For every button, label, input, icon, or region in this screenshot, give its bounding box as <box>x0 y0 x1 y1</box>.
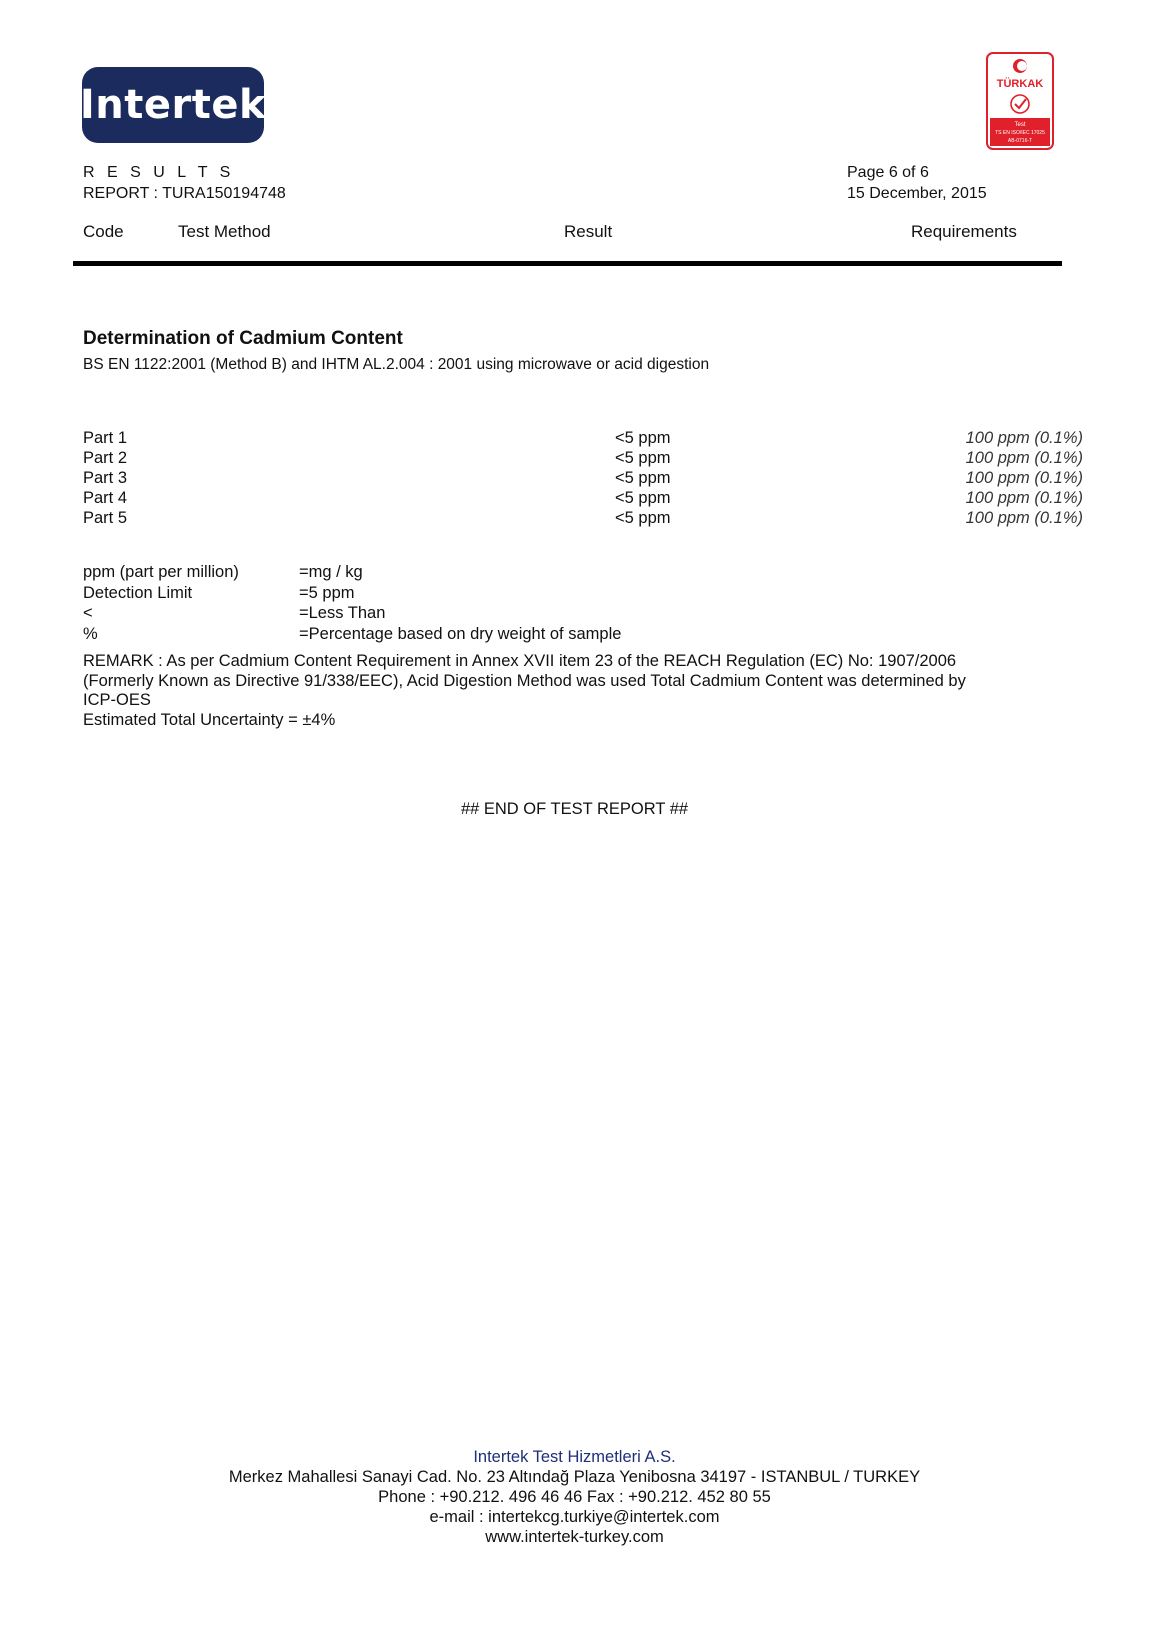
intertek-logo <box>79 67 267 143</box>
column-header-requirements: Requirements <box>911 222 1017 241</box>
turkak-name: TÜRKAK <box>996 78 1044 90</box>
turkak-badge-icon <box>986 52 1054 150</box>
legend-item <box>83 584 883 605</box>
results-label: R E S U L T S <box>83 164 235 181</box>
logo-text: Intertek <box>79 82 267 128</box>
part-label: Part 3 <box>83 469 128 487</box>
part-label: Part 2 <box>83 449 128 467</box>
result-value: <5 ppm <box>615 429 671 447</box>
remark-line: ICP-OES <box>83 691 151 709</box>
part-label: Part 1 <box>83 429 128 447</box>
footer-company: Intertek Test Hizmetleri A.S. <box>473 1448 676 1466</box>
test-method-description: BS EN 1122:2001 (Method B) and IHTM AL.2.004 : 2001 using microwave or acid digestion <box>83 356 710 373</box>
legend-term: % <box>83 624 98 643</box>
table-row <box>83 449 1083 469</box>
result-value: <5 ppm <box>615 449 671 467</box>
header-divider <box>73 261 1062 266</box>
part-label: Part 5 <box>83 509 128 527</box>
legend-definition: =Less Than <box>299 604 386 622</box>
column-header-code: Code <box>83 222 124 241</box>
table-row <box>83 429 1083 449</box>
footer-address: Merkez Mahallesi Sanayi Cad. No. 23 Altındağ Plaza Yenibosna 34197 - ISTANBUL / TURKEY <box>228 1468 921 1486</box>
table-row <box>83 509 1083 529</box>
footer-email: e-mail : intertekcg.turkiye@intertek.com <box>429 1508 720 1526</box>
column-header-test-method: Test Method <box>178 222 271 241</box>
requirement-value: 100 ppm (0.1%) <box>965 469 1083 487</box>
legend-term: < <box>83 604 93 622</box>
section-title: Determination of Cadmium Content <box>83 328 403 349</box>
requirement-value: 100 ppm (0.1%) <box>965 429 1083 447</box>
legend-item <box>83 625 883 646</box>
result-value: <5 ppm <box>615 489 671 507</box>
page-number: Page 6 of 6 <box>847 164 929 181</box>
footer <box>0 1447 1149 1547</box>
turkak-line3: AB-0716-T <box>1007 138 1033 144</box>
column-header-result: Result <box>564 222 613 241</box>
end-of-report: ## END OF TEST REPORT ## <box>460 800 689 818</box>
report-date: 15 December, 2015 <box>847 185 987 202</box>
abbreviation-legend <box>83 563 883 645</box>
footer-website: www.intertek-turkey.com <box>485 1528 664 1546</box>
remark-line: REMARK : As per Cadmium Content Requirement in Annex XVII item 23 of the REACH Regulation (EC) No: 1907/2006 <box>83 652 957 670</box>
turkak-line2: TS EN ISO/IEC 17025 <box>995 130 1045 136</box>
legend-term: ppm (part per million) <box>83 563 239 581</box>
uncertainty-statement: Estimated Total Uncertainty = ±4% <box>83 710 336 729</box>
requirement-value: 100 ppm (0.1%) <box>965 509 1083 527</box>
requirement-value: 100 ppm (0.1%) <box>965 449 1083 467</box>
remark-block <box>83 652 1083 730</box>
legend-definition: =mg / kg <box>299 563 363 581</box>
results-table <box>83 429 1083 529</box>
table-row <box>83 489 1083 509</box>
footer-phone: Phone : +90.212. 496 46 46 Fax : +90.212. 452 80 55 <box>378 1488 771 1506</box>
table-row <box>83 469 1083 489</box>
remark-line: (Formerly Known as Directive 91/338/EEC), Acid Digestion Method was used Total Cadmium Content was determined by <box>83 671 966 690</box>
legend-item <box>83 563 883 584</box>
legend-definition: =5 ppm <box>299 583 355 602</box>
legend-item <box>83 604 883 625</box>
result-value: <5 ppm <box>615 509 671 527</box>
result-value: <5 ppm <box>615 469 671 487</box>
turkak-accreditation-badge <box>986 52 1054 150</box>
legend-term: Detection Limit <box>83 583 193 602</box>
requirement-value: 100 ppm (0.1%) <box>965 489 1083 507</box>
part-label: Part 4 <box>83 489 128 507</box>
legend-definition: =Percentage based on dry weight of sample <box>299 624 622 643</box>
turkak-line1: Test <box>1014 122 1026 128</box>
report-number: REPORT : TURA150194748 <box>83 185 286 202</box>
